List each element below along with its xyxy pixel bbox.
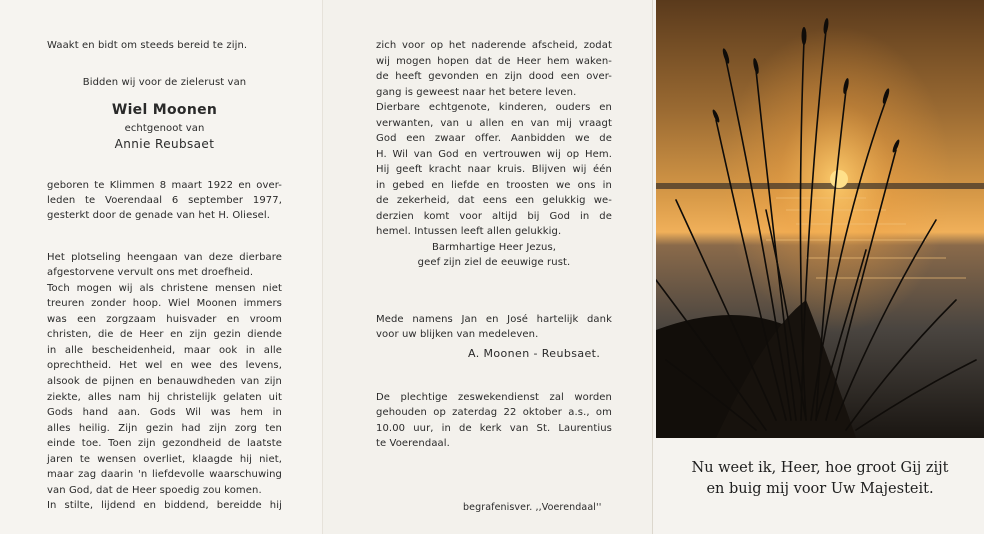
continuation-line: zich voor op het naderende afscheid, zodat <box>376 40 612 51</box>
body-line: oprechtheid. Het wel en wee des levens, <box>47 360 282 371</box>
sunset-reeds-photo <box>656 0 984 438</box>
continuation-line: derzien komt voor altijd bij God in de <box>376 211 612 222</box>
service-line: te Voerendaal. <box>376 438 450 449</box>
body-line: Gods hand aan. Gods Wil was hem in <box>47 407 282 418</box>
continuation-line: hemel. Intussen leeft allen gelukkig. <box>376 226 562 237</box>
birth-line: leden te Voerendaal 6 september 1977, <box>47 195 282 206</box>
continuation-line: God een zwaar offer. Aanbidden we de <box>376 133 612 144</box>
continuation-line: Dierbare echtgenote, kinderen, ouders en <box>376 102 612 113</box>
body-line: afgestorvene vervult ons met droefheid. <box>47 267 254 278</box>
invocation-line: Barmhartige Heer Jezus, <box>431 242 557 253</box>
thanks-line: voor uw blijken van medeleven. <box>376 329 539 340</box>
birth-line: gesterkt door de genade van het H. Oliesel. <box>47 210 271 221</box>
service-line: 10.00 uur, in de kerk van St. Laurentius <box>376 423 612 434</box>
opening-line: Waakt en bidt om steeds bereid te zijn. <box>47 40 248 51</box>
service-line: gehouden op zaterdag 22 oktober a.s., om <box>376 407 612 418</box>
deceased-name: Wiel Moonen <box>111 102 218 118</box>
body-line: in alle bescheidenheid, maar ook in alle <box>47 345 282 356</box>
relation-line: echtgenoot van <box>124 123 205 134</box>
continuation-line: in gebed en liefde en troosten we ons in <box>376 180 612 191</box>
continuation-line: de zekerheid, dat eens een gelukkig we- <box>376 195 612 206</box>
continuation-line: wij mogen hopen dat de Heer hem waken- <box>376 56 612 67</box>
thanks-line: Mede namens Jan en José hartelijk dank <box>376 314 612 325</box>
prayer-intro: Bidden wij voor de zielerust van <box>82 77 247 88</box>
continuation-line: de heeft gevonden en zijn dood een over- <box>376 71 612 82</box>
closing-quote <box>656 458 984 500</box>
body-line: Het plotseling heengaan van deze dierbare <box>47 252 282 263</box>
body-line: christen, die de Heer en zijn gezin diende <box>47 329 282 340</box>
body-line: was een zorgzaam huisvader en vroom <box>47 314 282 325</box>
invocation-line: geef zijn ziel de eeuwige rust. <box>417 257 571 268</box>
body-line: ziekte, alles nam hij christelijk gelaten uit <box>47 392 282 403</box>
body-line: treuren zonder hoop. Wiel Moonen immers <box>47 298 282 309</box>
body-line: In stilte, lijdend en biddend, bereidde hij <box>47 500 282 511</box>
body-line: alles heilig. Zijn gezin had zijn zorg ten <box>47 423 282 434</box>
continuation-line: gang is geweest naar het betere leven. <box>376 87 577 98</box>
body-line: alsook de pijnen en benauwdheden van zijn <box>47 376 282 387</box>
body-line: einde toe. Toen zijn gezondheid de laatste <box>47 438 282 449</box>
continuation-line: H. Wil van God en vertrouwen wij op Hem. <box>376 149 612 160</box>
body-line: jaren te wensen overliet, klaagde hij niet, <box>47 454 282 465</box>
signature: A. Moonen - Reubsaet. <box>468 347 601 360</box>
service-line: De plechtige zeswekendienst zal worden <box>376 392 612 403</box>
body-line: van God, dat de Heer spoedig zou komen. <box>47 485 262 496</box>
undertaker-credit: begrafenisver. ,,Voerendaal'' <box>463 502 602 513</box>
quote-line: Nu weet ik, Heer, hoe groot Gij zijt <box>691 460 949 476</box>
body-line: maar zag daarin 'n liefdevolle waarschuwing <box>47 469 282 480</box>
birth-line: geboren te Klimmen 8 maart 1922 en over- <box>47 180 282 191</box>
spouse-name: Annie Reubsaet <box>114 137 215 151</box>
continuation-line: Hij geeft kracht naar kruis. Blijven wij één <box>376 164 612 175</box>
continuation-line: verwanten, van u allen en van mij vraagt <box>376 118 612 129</box>
body-line: Toch mogen wij als christene mensen niet <box>47 283 282 294</box>
quote-line: en buig mij voor Uw Majesteit. <box>706 481 934 497</box>
